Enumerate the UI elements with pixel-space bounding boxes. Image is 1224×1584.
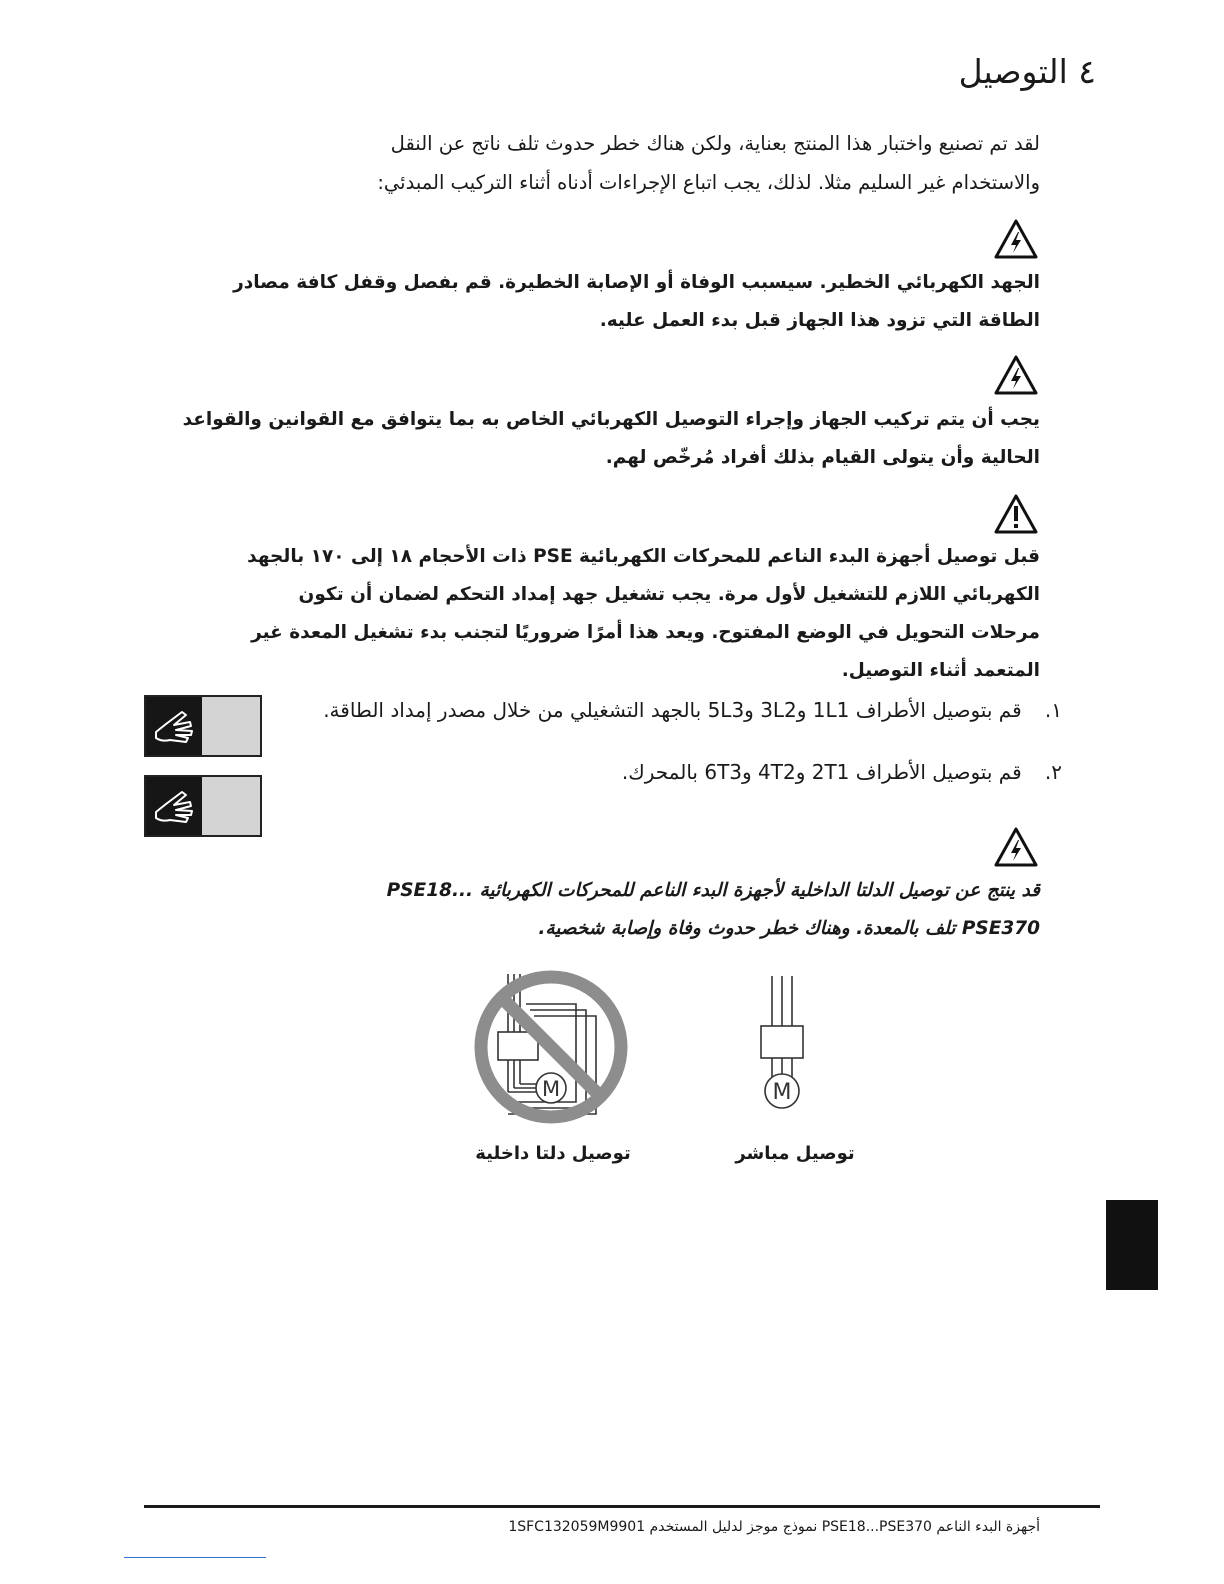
general-warning-icon [993, 493, 1039, 535]
inside-delta-diagram [468, 964, 634, 1130]
pse-warning-line-4: المتعمد أثناء التوصيل. [841, 660, 1040, 681]
link-underline [124, 1557, 266, 1558]
step-1-number: ١. [1044, 698, 1062, 722]
direct-connection-diagram [746, 974, 820, 1124]
electric-warning-icon [993, 354, 1039, 396]
pse-warning-line-3: مرحلات التحويل في الوضع المفتوح. ويعد هذا أمرًا ضروريًا لتجنب بدء تشغيل المعدة غير [251, 622, 1040, 643]
footer-text: أجهزة البدء الناعم PSE18...PSE370 نموذج موجز لدليل المستخدم 1SFC132059M9901 [508, 1519, 1040, 1535]
shock-warning-text [140, 264, 1040, 340]
shock-warning-line-2: الطاقة التي تزود هذا الجهاز قبل بدء العمل عليه. [599, 310, 1040, 331]
hand-pointer-icon [146, 697, 202, 755]
action-box-1 [144, 695, 262, 757]
inside-delta-warning-line-1: قد ينتج عن توصيل الدلتا الداخلية لأجهزة البدء الناعم للمحركات الكهربائية ...PSE18 [386, 880, 1040, 901]
direct-caption: توصيل مباشر [735, 1143, 855, 1164]
electric-warning-icon [993, 826, 1039, 868]
shock-warning-line-1: الجهد الكهربائي الخطير. سيسبب الوفاة أو الإصابة الخطيرة. قم بفصل وقفل كافة مصادر [233, 272, 1040, 293]
intro-line-2: والاستخدام غير السليم مثلا. لذلك، يجب اتباع الإجراءات أدناه أثناء التركيب المبدئي: [377, 171, 1040, 194]
install-warning-line-1: يجب أن يتم تركيب الجهاز وإجراء التوصيل الكهربائي الخاص به بما يتوافق مع القوانين والقواعد [182, 409, 1040, 430]
step-2-number: ٢. [1044, 760, 1062, 784]
step-1-text: قم بتوصيل الأطراف 1L1 و3L2 و5L3 بالجهد التشغيلي من خلال مصدر إمداد الطاقة. [323, 698, 1022, 722]
chapter-tab [1106, 1200, 1158, 1290]
install-warning-line-2: الحالية وأن يتولى القيام بذلك أفراد مُرخّص لهم. [605, 447, 1040, 468]
hand-pointer-icon [146, 777, 202, 835]
pse-warning-line-2: الكهربائي اللازم للتشغيل لأول مرة. يجب تشغيل جهد إمداد التحكم لضمان أن تكون [298, 584, 1040, 605]
pse-warning-text [140, 538, 1040, 690]
direct-motor-label: M [772, 1080, 792, 1105]
pse-warning-line-1: قبل توصيل أجهزة البدء الناعم للمحركات الكهربائية PSE ذات الأحجام ١٨ إلى ١٧٠ بالجهد [247, 546, 1040, 567]
electric-warning-icon [993, 218, 1039, 260]
step-2-text: قم بتوصيل الأطراف 2T1 و4T2 و6T3 بالمحرك. [621, 760, 1022, 784]
delta-caption: توصيل دلتا داخلية [475, 1143, 631, 1164]
inside-delta-warning-text [140, 872, 1040, 948]
action-box-2 [144, 775, 262, 837]
footer-rule [144, 1505, 1100, 1508]
delta-motor-label: M [541, 1077, 561, 1101]
intro-line-1: لقد تم تصنيع واختبار هذا المنتج بعناية، ولكن هناك خطر حدوث تلف ناتج عن النقل [390, 132, 1040, 155]
section-title: ٤ التوصيل [958, 52, 1096, 91]
install-warning-text [140, 401, 1040, 477]
intro-paragraph [140, 124, 1040, 202]
inside-delta-warning-line-2: PSE370 تلف بالمعدة. وهناك خطر حدوث وفاة وإصابة شخصية. [538, 918, 1040, 939]
